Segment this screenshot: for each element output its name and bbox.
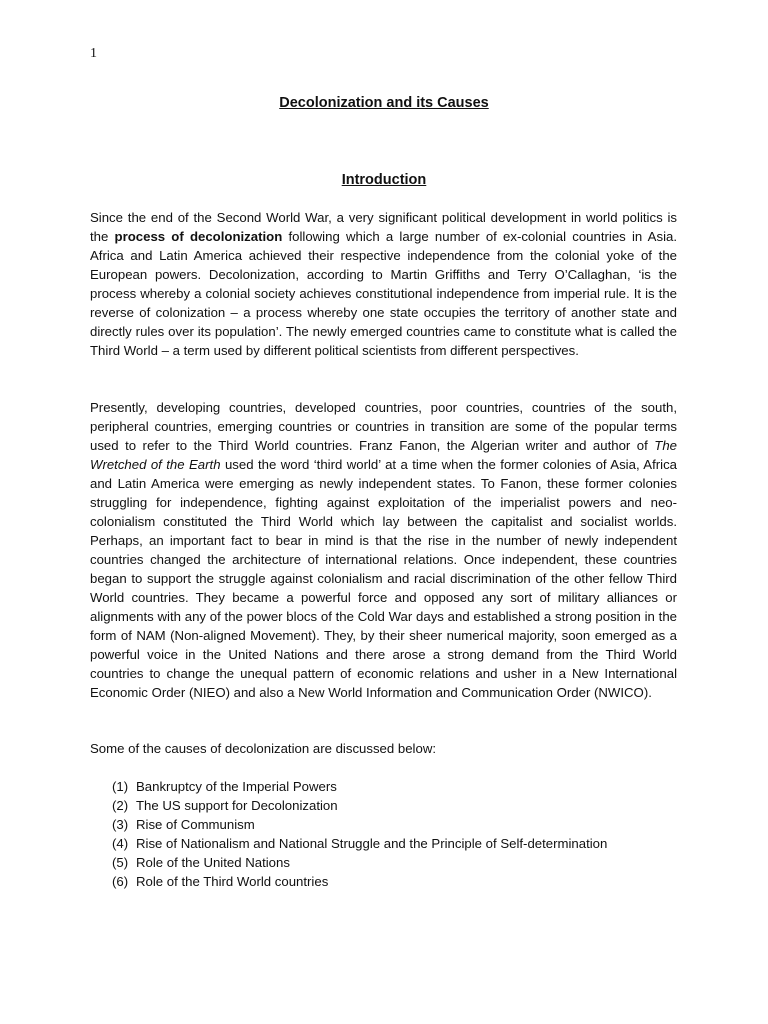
list-item-text: Role of the United Nations xyxy=(136,855,290,870)
list-item xyxy=(112,815,607,834)
list-item-text: The US support for Decolonization xyxy=(136,798,338,813)
list-item-text: Rise of Nationalism and National Struggle and the Principle of Self-determination xyxy=(136,836,608,851)
paragraph-3: Some of the causes of decolonization are discussed below: xyxy=(90,741,437,756)
paragraph-1 xyxy=(90,208,677,360)
paragraph-2-text-start: Presently, developing countries, developed countries, poor countries, countries of the south, peripheral countries, emerging countries or countries in transition are some of the popular terms used to refer to the Third World countries. Franz Fanon, the Algerian writer and author of xyxy=(90,400,677,453)
paragraph-1-text-end: following which a large number of ex-colonial countries in Asia. Africa and Latin America achieved their respective independence from the colonial yoke of the European powers. Decolonization, according to Martin Griffiths and Terry O’Callaghan, ‘is the process whereby a colonial society achieves constitutional independence from imperial rule. It is the reverse of colonization – a process whereby one state occupies the territory of another state and directly rules over its population’. The newly emerged countries came to constitute what is called the Third World – a term used by different political scientists from different perspectives. xyxy=(90,229,677,358)
paragraph-1-bold-phrase: process of decolonization xyxy=(114,229,283,244)
section-heading-introduction: Introduction xyxy=(341,172,427,188)
list-item-number: (4) xyxy=(112,836,129,851)
page-number: 1 xyxy=(90,46,97,61)
list-item-number: (3) xyxy=(112,817,129,832)
list-item xyxy=(112,796,607,815)
list-item xyxy=(112,834,607,853)
paragraph-1-text-start: Since the end of the Second World War, a very significant political development in world politics is the xyxy=(90,210,677,244)
list-item-text: Bankruptcy of the Imperial Powers xyxy=(136,779,337,794)
list-item-number: (2) xyxy=(112,798,129,813)
list-item-text: Rise of Communism xyxy=(136,817,255,832)
list-item-number: (6) xyxy=(112,874,129,889)
paragraph-2-book-title: The Wretched of the Earth xyxy=(90,438,677,472)
list-item xyxy=(112,872,607,891)
list-item xyxy=(112,853,607,872)
list-item-number: (5) xyxy=(112,855,129,870)
list-item-text: Role of the Third World countries xyxy=(136,874,329,889)
document-title: Decolonization and its Causes xyxy=(279,95,489,111)
causes-list xyxy=(112,777,607,891)
paragraph-2-text-end: used the word ‘third world’ at a time when the former colonies of Asia, Africa and Latin America were emerging as newly independent states. To Fanon, these former colonies struggling for independence, fighting against exploitation of the imperialist powers and neo-colonialism constituted the Third World which lay between the capitalist and socialist worlds. Perhaps, an important fact to bear in mind is that the rise in the number of newly independent countries changed the architecture of international relations. Once independent, these countries began to support the struggle against colonialism and racial discrimination of the other fellow Third World countries. They became a powerful force and opposed any sort of military alliances or alignments with any of the power blocs of the Cold War days and established a strong position in the form of NAM (Non-aligned Movement). They, by their sheer numerical majority, soon emerged as a powerful voice in the United Nations and there arose a strong demand from the Third World countries to change the unequal pattern of economic relations and usher in a New International Economic Order (NIEO) and also a New World Information and Communication Order (NWICO). xyxy=(90,457,678,700)
paragraph-2 xyxy=(90,398,677,702)
list-item-number: (1) xyxy=(112,779,129,794)
list-item xyxy=(112,777,607,796)
